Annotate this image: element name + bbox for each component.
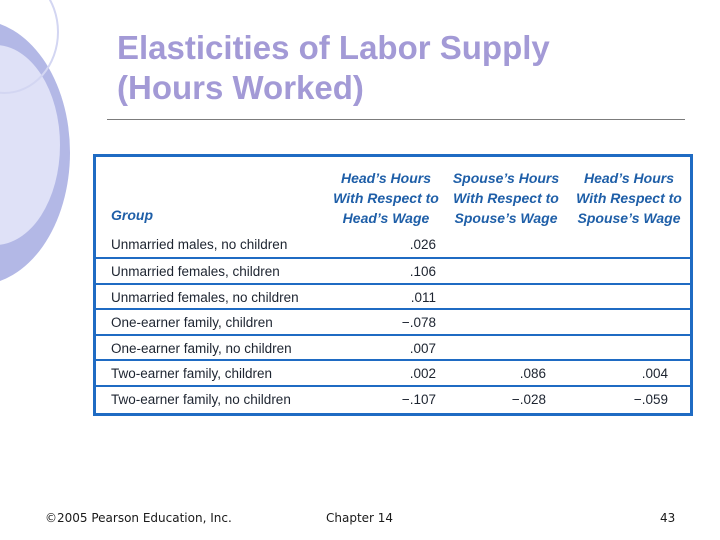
title-divider bbox=[107, 119, 685, 120]
table-panel bbox=[96, 157, 690, 413]
header-col3-line1: Head’s Hours bbox=[584, 170, 674, 186]
row-head-own-wage: .007 bbox=[409, 341, 436, 356]
footer-copyright: ©2005 Pearson Education, Inc. bbox=[45, 511, 232, 525]
table-row bbox=[96, 308, 690, 335]
header-col-heads-hours-heads-wage bbox=[326, 168, 446, 230]
row-head-own-wage: −.107 bbox=[401, 392, 436, 407]
table-row bbox=[96, 334, 690, 361]
header-col1-line3: Head’s Wage bbox=[342, 210, 430, 226]
table-row bbox=[96, 232, 690, 257]
footer-chapter: Chapter 14 bbox=[326, 511, 394, 525]
row-head-spouse-wage: .004 bbox=[641, 366, 668, 381]
header-group: Group bbox=[111, 207, 153, 223]
row-spouse-own-wage bbox=[456, 232, 546, 257]
footer-page-number: 43 bbox=[660, 511, 676, 525]
row-group: Two-earner family, children bbox=[111, 366, 273, 381]
row-head-spouse-wage bbox=[576, 310, 668, 335]
row-head-spouse-wage: −.059 bbox=[633, 392, 668, 407]
row-spouse-own-wage bbox=[456, 310, 546, 335]
row-group: One-earner family, no children bbox=[111, 341, 292, 356]
row-head-spouse-wage bbox=[576, 259, 668, 284]
table-row bbox=[96, 283, 690, 310]
table-row bbox=[96, 257, 690, 284]
row-head-own-wage: .002 bbox=[409, 366, 436, 381]
header-col3-line3: Spouse’s Wage bbox=[577, 210, 681, 226]
row-head-own-wage: .106 bbox=[409, 264, 436, 279]
header-col3-line2: With Respect to bbox=[576, 190, 682, 206]
row-group: Unmarried males, no children bbox=[111, 237, 288, 252]
header-col2-line1: Spouse’s Hours bbox=[452, 170, 560, 186]
header-col-heads-hours-spouses-wage bbox=[570, 168, 688, 230]
row-head-own-wage: .011 bbox=[410, 290, 436, 305]
row-group: Unmarried females, children bbox=[111, 264, 280, 279]
row-spouse-own-wage: .086 bbox=[519, 366, 546, 381]
row-head-spouse-wage bbox=[576, 285, 668, 310]
slide-title bbox=[117, 28, 550, 108]
row-group: One-earner family, children bbox=[111, 315, 273, 330]
row-group: Two-earner family, no children bbox=[111, 392, 291, 407]
table-row bbox=[96, 359, 690, 386]
row-head-spouse-wage bbox=[576, 336, 668, 361]
header-col-spouses-hours-spouses-wage bbox=[448, 168, 564, 230]
header-col2-line3: Spouse’s Wage bbox=[454, 210, 558, 226]
table-row bbox=[96, 385, 690, 412]
row-head-own-wage: −.078 bbox=[401, 315, 436, 330]
row-spouse-own-wage: −.028 bbox=[511, 392, 546, 407]
header-col1-line2: With Respect to bbox=[333, 190, 439, 206]
row-group: Unmarried females, no children bbox=[111, 290, 299, 305]
header-col1-line1: Head’s Hours bbox=[341, 170, 431, 186]
row-head-own-wage: .026 bbox=[409, 237, 436, 252]
row-spouse-own-wage bbox=[456, 285, 546, 310]
elasticity-table bbox=[93, 154, 693, 416]
row-spouse-own-wage bbox=[456, 259, 546, 284]
slide-title-line-1: Elasticities of Labor Supply bbox=[117, 29, 550, 66]
row-spouse-own-wage bbox=[456, 336, 546, 361]
slide-title-line-2: (Hours Worked) bbox=[117, 69, 364, 106]
row-head-spouse-wage bbox=[576, 232, 668, 257]
header-col2-line2: With Respect to bbox=[453, 190, 559, 206]
